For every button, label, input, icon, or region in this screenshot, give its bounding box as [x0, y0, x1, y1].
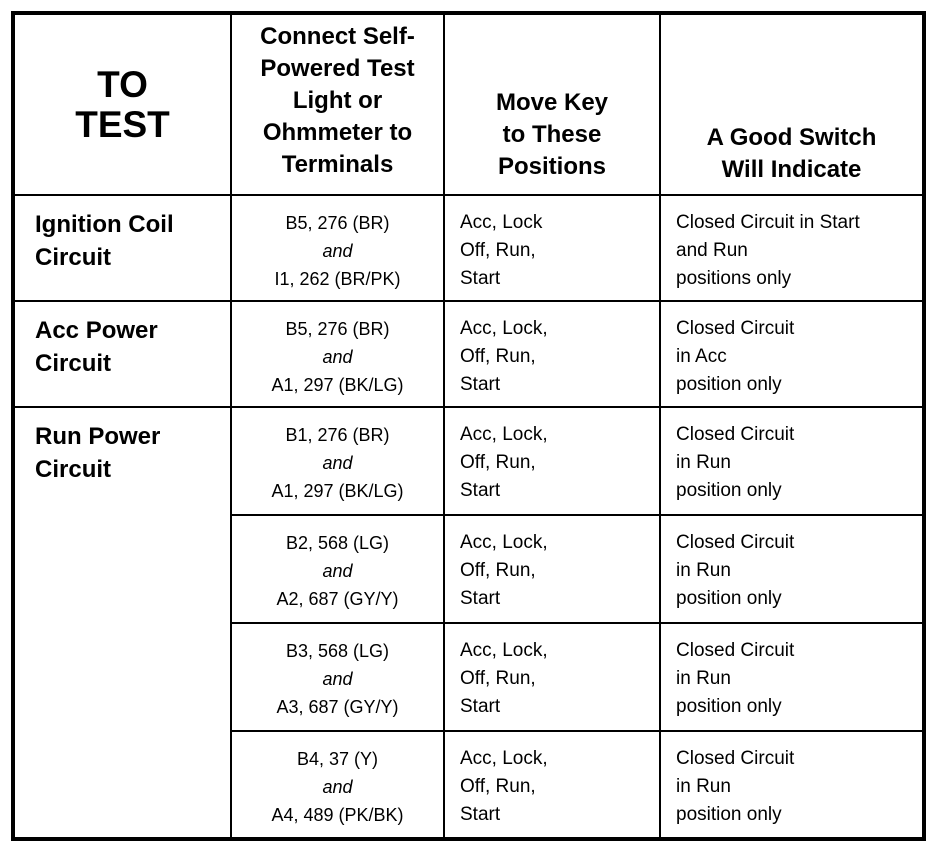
positions-cell — [444, 731, 660, 839]
positions-cell — [444, 623, 660, 731]
indication-line: position only — [676, 696, 782, 717]
terminal-and: and — [322, 241, 353, 261]
header-connect-line: Terminals — [281, 151, 394, 178]
terminals-cell — [231, 407, 444, 515]
header-move-key-line: Move Key — [495, 89, 609, 116]
positions-cell — [444, 301, 660, 407]
indication-line: position only — [676, 588, 782, 609]
terminal-and: and — [322, 453, 353, 473]
header-to-test — [13, 13, 231, 195]
test-name-line: Ignition Coil — [35, 211, 174, 238]
header-move-key-line: Positions — [497, 153, 606, 180]
header-connect-line: Powered Test — [260, 55, 415, 82]
header-good-switch — [660, 13, 924, 195]
indication-line: Closed Circuit — [676, 640, 795, 661]
header-good-switch-line: Will Indicate — [721, 156, 862, 183]
terminals-cell — [231, 195, 444, 301]
indication-line: position only — [676, 804, 782, 825]
position-line: Acc, Lock, — [460, 532, 548, 553]
indication-line: Closed Circuit — [676, 424, 795, 445]
header-move-key — [444, 13, 660, 195]
indication-line: in Run — [676, 560, 731, 581]
position-line: Start — [460, 588, 501, 609]
position-line: Acc, Lock, — [460, 748, 548, 769]
test-name-line: Circuit — [35, 244, 112, 271]
header-good-switch-line: A Good Switch — [706, 124, 877, 151]
header-connect-line: Ohmmeter to — [262, 119, 413, 146]
terminals-cell — [231, 301, 444, 407]
header-move-key-line: to These — [502, 121, 602, 148]
terminal-second: A2, 687 (GY/Y) — [276, 589, 399, 609]
indication-line: Closed Circuit — [676, 532, 795, 553]
position-line: Start — [460, 374, 501, 395]
indication-line: positions only — [676, 268, 792, 289]
terminal-and: and — [322, 561, 353, 581]
indication-line: position only — [676, 374, 782, 395]
position-line: Acc, Lock, — [460, 424, 548, 445]
indication-line: in Run — [676, 452, 731, 473]
terminal-second: I1, 262 (BR/PK) — [274, 269, 401, 289]
terminal-second: A1, 297 (BK/LG) — [271, 481, 404, 501]
terminal-and: and — [322, 777, 353, 797]
position-line: Acc, Lock — [460, 212, 543, 233]
terminal-first: B5, 276 (BR) — [285, 319, 390, 339]
position-line: Start — [460, 804, 501, 825]
terminal-first: B3, 568 (LG) — [285, 641, 390, 661]
indication-cell — [660, 515, 924, 623]
indication-line: and Run — [676, 240, 748, 261]
terminal-first: B4, 37 (Y) — [296, 749, 379, 769]
indication-cell — [660, 407, 924, 515]
indication-line: in Run — [676, 668, 731, 689]
table-row — [13, 195, 924, 301]
terminal-first: B2, 568 (LG) — [285, 533, 390, 553]
test-name-line: Run Power — [35, 423, 161, 450]
indication-cell — [660, 195, 924, 301]
terminals-cell — [231, 623, 444, 731]
positions-cell — [444, 195, 660, 301]
table-row — [13, 301, 924, 407]
indication-line: Closed Circuit in Start — [676, 212, 860, 233]
position-line: Off, Run, — [460, 240, 536, 261]
position-line: Off, Run, — [460, 346, 536, 367]
indication-cell — [660, 301, 924, 407]
header-to-test-line: TO — [97, 63, 148, 105]
indication-line: in Run — [676, 776, 731, 797]
position-line: Start — [460, 268, 501, 289]
indication-cell — [660, 731, 924, 839]
test-name-cell — [13, 195, 231, 301]
position-line: Start — [460, 480, 501, 501]
position-line: Acc, Lock, — [460, 318, 548, 339]
terminal-and: and — [322, 347, 353, 367]
test-name-line: Circuit — [35, 456, 112, 483]
position-line: Off, Run, — [460, 668, 536, 689]
terminal-second: A1, 297 (BK/LG) — [271, 375, 404, 395]
header-to-test-line: TEST — [75, 103, 170, 145]
indication-line: Closed Circuit — [676, 748, 795, 769]
header-connect-terminals — [231, 13, 444, 195]
test-name-line: Circuit — [35, 350, 112, 377]
terminals-cell — [231, 731, 444, 839]
indication-cell — [660, 623, 924, 731]
test-name-cell — [13, 301, 231, 407]
position-line: Start — [460, 696, 501, 717]
indication-line: in Acc — [676, 346, 727, 367]
positions-cell — [444, 407, 660, 515]
header-connect-line: Connect Self- — [260, 23, 415, 50]
position-line: Off, Run, — [460, 560, 536, 581]
test-name-cell — [13, 407, 231, 839]
terminal-first: B1, 276 (BR) — [285, 425, 390, 445]
terminal-and: and — [322, 669, 353, 689]
header-connect-line: Light or — [292, 87, 383, 114]
test-name-line: Acc Power — [35, 317, 158, 344]
terminal-first: B5, 276 (BR) — [285, 213, 390, 233]
terminal-second: A4, 489 (PK/BK) — [271, 805, 404, 825]
indication-line: Closed Circuit — [676, 318, 795, 339]
terminal-second: A3, 687 (GY/Y) — [276, 697, 399, 717]
header-row — [13, 13, 924, 195]
position-line: Off, Run, — [460, 452, 536, 473]
position-line: Acc, Lock, — [460, 640, 548, 661]
position-line: Off, Run, — [460, 776, 536, 797]
positions-cell — [444, 515, 660, 623]
indication-line: position only — [676, 480, 782, 501]
terminals-cell — [231, 515, 444, 623]
table-row — [13, 407, 924, 515]
ignition-switch-test-table — [11, 11, 926, 841]
